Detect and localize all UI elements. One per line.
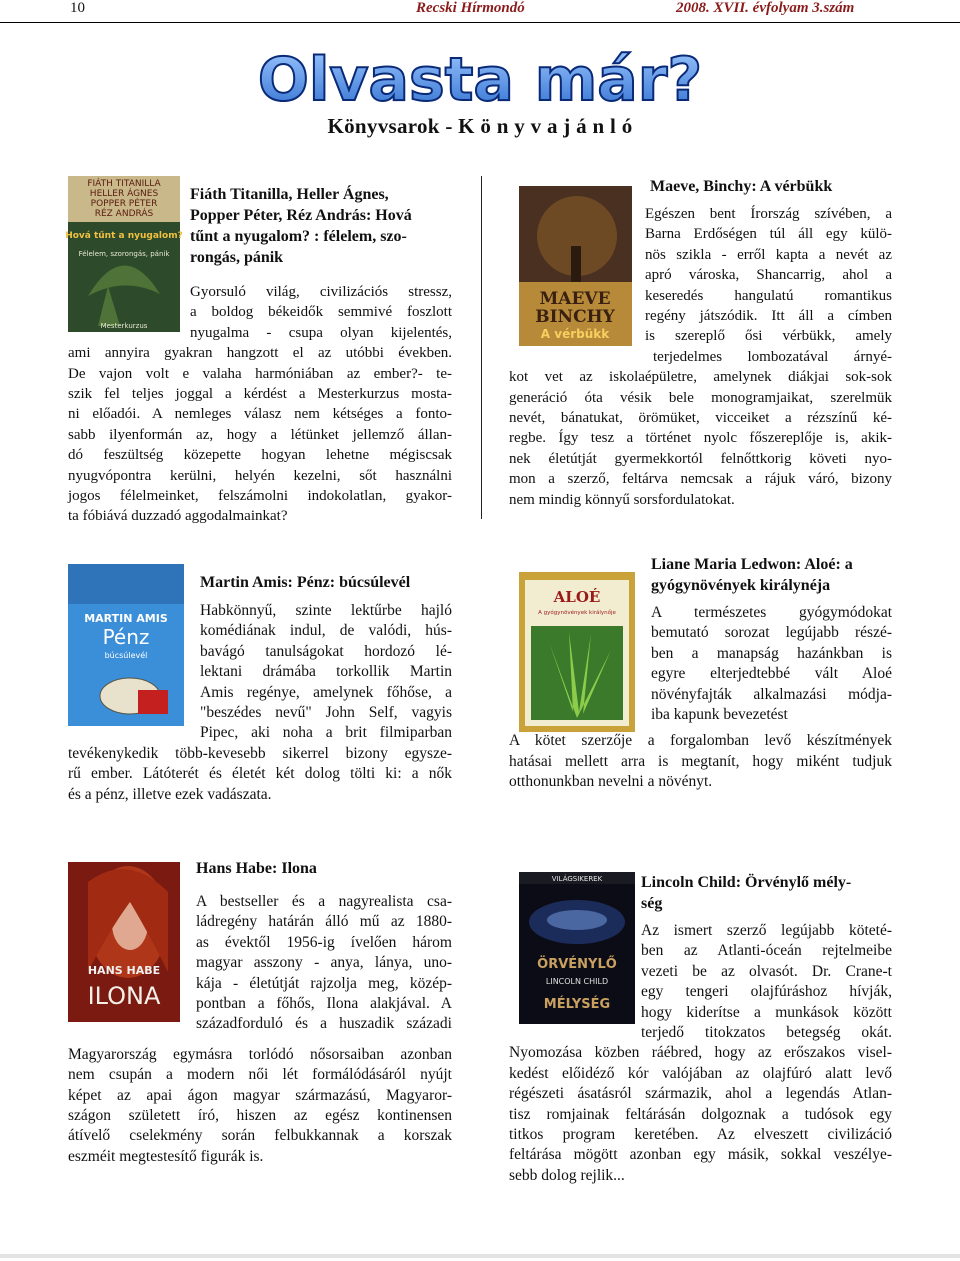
text-line: bemutató sorozat legújabb részé- [651,624,892,642]
book-text-verbukk [509,204,892,510]
text-line: lektani drámába torkollik Martin [200,663,452,681]
cover-title: ÖRVÉNYLŐ [537,957,617,972]
cover-authors: HELLER ÁGNES [89,189,159,199]
cover-author: LINCOLN CHILD [545,977,609,986]
section-logo [257,38,703,115]
cover-authors: RÉZ ANDRÁS [94,209,154,219]
text-line: titkos program keretében. Az elveszett civilizáció [509,1126,892,1144]
text-line: sebb dolog rejlik... [509,1166,625,1184]
text-line: "beszédes nevű" John Self, vagyis [200,704,452,722]
cover-author: BINCHY [535,307,615,327]
text-line: ni előadói. A nemleges válasz nem kétséges a fonto- [68,406,452,423]
text-line: hatásai mellett arra is megtanít, hogy miként tudjuk [509,752,892,770]
header-rule [0,22,960,23]
text-line: hogy kiderítse a munkások között [641,1003,892,1021]
text-line: ami annyira gyakran hangzott el az utóbbi években. [68,345,452,362]
cover-author: HANS HABE [87,964,161,977]
text-line: otthonunkban nevelni a növényt. [509,773,713,791]
text-line: Pipec, aki noha a brit filmiparban [200,724,452,742]
text-line: nyugalma - csupa olyan kijelentés, [190,324,452,341]
title-line: gyógynövények királynéja [651,577,831,594]
text-line: Habkönnyű, szinte lektűrbe hajló [200,602,452,619]
text-line: Barna Erdőségen túl áll egy külö- [645,226,892,243]
text-line: A természetes gyógymódokat [651,604,892,621]
text-line: Nyomozása közben ráébred, hogy az erőszakos visel- [509,1044,892,1062]
text-line: Egészen bent Írország szívében, a [645,206,892,222]
text-line: kot vet az iskolaépületre, amelynek diákjai sok-sok [509,369,892,386]
book-entry-nyugalom [190,184,450,268]
cover-author: MARTIN AMIS [84,612,168,625]
text-line: terjedelmes lombozatával árnyé- [653,348,892,365]
text-line: kedést előidéző kór valójában az olajfúró alatt levő [509,1064,892,1082]
title-line: ség [641,895,663,912]
text-line: kája - életútját rajzolja meg, közép- [196,974,452,992]
text-line: nevét, bánatukat, örömüket, vicceiket a rézszínű ké- [509,410,892,427]
cover-title: ALOÉ [553,588,601,606]
text-line: egyre elterjedtebbé vált Aloé [651,665,892,683]
text-line: apró városka, Shancarrig, ahol a [645,267,892,284]
text-line: növényfajták alkalmazási módja- [651,685,892,703]
text-line: magyar asszony - anya, lánya, uno- [196,954,452,972]
title-line: Maeve, Binchy: A vérbükk [650,178,833,195]
text-line: Magyarország egymásra torlódó nősorsaiban azonban [68,1045,452,1063]
cover-subtitle: A gyógynövények királynője [538,610,616,616]
text-line: tisz romjainak feltárásán dolgoznak a tudósok egy [509,1105,892,1123]
book-text-orvenylo [509,921,892,1186]
text-line: egy tengeri olajfúráshoz hívják, [641,983,892,1001]
cover-series: VILÁGSIKEREK [551,875,603,883]
text-line: De vajon volt e valaha harmóniában az ember?- te- [68,365,452,382]
book-title-penz [200,572,460,593]
text-line: rű ember. Látóterét és életét két dolog tölti ki: a nők [68,765,452,783]
text-line: sabb ilyenformán az, hogy a létünket jellemző állan- [68,426,452,443]
text-line: átívelő cselekmény során felbukkannak a korszak [68,1127,452,1145]
cover-subtitle: búcsúlevél [104,651,148,660]
book-title-aloe [651,554,891,596]
footer-rule [0,1254,960,1258]
text-line: bavágó tanulságokat hordozó lé- [200,642,452,660]
text-line: iba kapunk bevezetést [651,706,788,724]
cover-publisher: Mesterkurzus [100,322,148,330]
text-line: terjedő titokzatos betegség okát. [641,1024,892,1042]
cover-author: MAEVE [539,289,611,309]
cover-subtitle: Félelem, szorongás, pánik [78,250,170,258]
text-line: régészeti ásatásról származik, ahol a legendás Atlan- [509,1085,892,1103]
text-line: jogos félelmeinket, felszámolni indokolatlan, gyakor- [68,488,452,505]
text-line: Gyorsuló világ, civilizációs stressz, [190,284,452,300]
book-title [190,184,450,268]
text-line: századforduló és a huszadik századi [196,1015,452,1033]
book-title-verbukk [650,176,890,197]
cover-title: A vérbükk [540,327,610,341]
book-text-ilona [68,892,452,1167]
page-number: 10 [70,0,85,16]
text-line: ládregény határán álló mű az 1880- [196,913,452,931]
cover-title: Pénz [102,625,150,649]
cover-authors: FIÁTH TITANILLA [87,179,161,189]
text-line: ben az Atlanti-óceán rejtelmeibe [641,942,892,960]
book-text-aloe [509,603,892,793]
logo-text: Olvasta már? [257,45,703,115]
text-line: Amis regénye, amelynek főhőse, a [200,683,452,701]
text-line: nem mindig könnyű sorsfordulatokat. [509,491,735,508]
cover-title: ILONA [87,982,161,1010]
title-line: tűnt a nyugalom? : félelem, szo- [190,228,407,245]
page-header [0,0,960,22]
title-line: Martin Amis: Pénz: búcsúlevél [200,574,411,591]
text-line: tevékenykedik több-kevesebb sikerrel bizony egysze- [68,744,452,762]
cover-title: Hová tűnt a nyugalom? [65,231,183,241]
title-line: Lincoln Child: Örvénylő mély- [641,874,852,891]
book-title-ilona [196,858,456,879]
text-line: feltárása mögött azonban egy másik, sokkal veszélye- [509,1146,892,1164]
text-line: mon a szerző, feltárva nemcsak a rájuk váró, bizony [509,471,892,488]
text-line: A bestseller és a nagyrealista csa- [196,893,452,910]
title-line: Liane Maria Ledwon: Aloé: a [651,556,853,573]
section-subtitle: Könyvsarok - K ö n y v a j á n l ó [327,114,633,138]
text-line: Az ismert szerző legújabb köteté- [641,922,892,939]
title-line: Popper Péter, Réz András: Hová [190,207,412,224]
text-line: generáció óta vésik bele monogramjaikat, szerelmük [509,389,892,406]
cover-authors: POPPER PÉTER [90,199,158,209]
text-line: nem csupán a modern női lét formálódásáról nyújt [68,1066,452,1084]
publication-name: Recski Hírmondó [416,0,525,16]
text-line: képet az apai ágon magyar származású, Magyaror- [68,1086,452,1104]
text-line: regény játszódik. Itt áll a címben [645,308,892,325]
text-line: és a pénz, illetve ezek vadászata. [68,785,272,803]
text-line: ben a manapság hazánkban is [651,644,892,662]
text-line: regbe. Így tesz a történet nyolc főszereplője is, akik- [509,430,892,447]
text-line: a boldog békeidők semmivé foszlott [190,304,452,321]
book-title-orvenylo [641,872,891,914]
book-text-nyugalom [68,282,452,527]
title-line: Fiáth Titanilla, Heller Ágnes, [190,186,389,203]
book-text-penz [68,601,452,805]
text-line: as évektől 1956-ig ívelően három [196,933,452,951]
text-line: vezeti be az olvasót. Dr. Crane-t [641,962,892,980]
text-line: pontban a főhős, Ilona alakjával. A [196,995,452,1013]
text-line: is szereplő ősi vérbükk, amely [645,328,892,345]
title-line: Hans Habe: Ilona [196,860,317,877]
text-line: szik fel teljes joggal a kérdést a Mesterkurzus mosta- [68,386,452,403]
text-line: komédiának indul, de valódi, hús- [200,622,452,640]
text-line: eszméit megtestesítő figurák is. [68,1147,264,1165]
text-line: nek életútját gyermekkortól felnőttkorig követi nyo- [509,450,892,467]
cover-title: MÉLYSÉG [543,997,611,1012]
text-line: A kötet szerzője a forgalomban levő készítmények [509,732,892,750]
text-line: szágon született író, hiszen az egész kontinensen [68,1107,452,1125]
text-line: kesered​és hangulatú romantikus [645,287,892,304]
text-line: nös szikla - erről kapta a nevét az [645,246,892,263]
issue-info: 2008. XVII. évfolyam 3.szám [676,0,855,16]
text-line: dó feszültség közepette hogyan lehetne mégiscsak [68,447,452,464]
text-line: nyugvópontra kerülni, helyén kezelni, sőt használni [68,467,452,484]
text-line: ta fóbiává duzzadó aggodalmainkat? [68,508,288,525]
column-divider [481,176,482,519]
title-line: rongás, pánik [190,249,284,266]
